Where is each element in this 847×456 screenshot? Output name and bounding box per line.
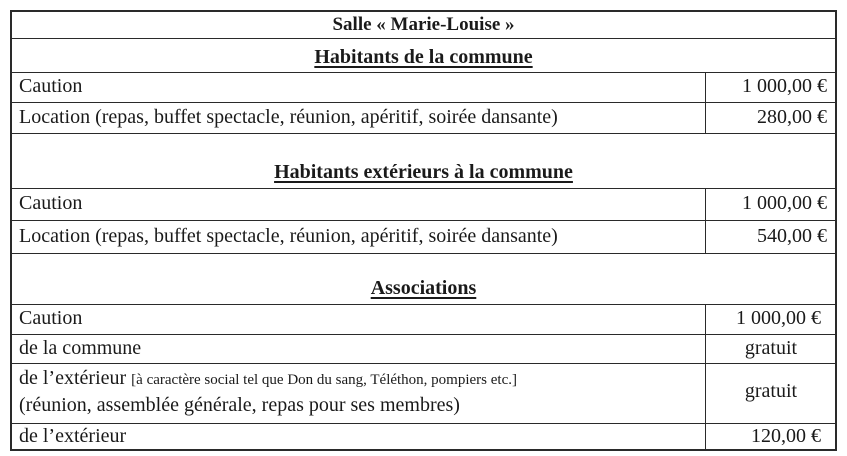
table-row [12,189,835,220]
row-label: Caution [19,307,83,329]
row-label-note: [à caractère social tel que Don du sang, Téléthon, pompiers etc.] [131,372,517,388]
table-title: Salle « Marie-Louise » [332,14,515,35]
table-row [12,335,835,363]
row-price: 280,00 € [757,106,827,128]
column-separator [705,305,706,451]
divider [12,133,835,134]
table-row [12,103,835,133]
divider [12,38,835,39]
row-label: de la commune [19,337,142,359]
row-price: gratuit [744,380,798,402]
table-row [12,364,835,423]
row-label: Caution [19,75,83,97]
section-heading-associations: Associations [370,277,477,299]
table-row [12,305,835,334]
row-label-main: de l’extérieur [19,367,127,389]
section-heading-non-residents: Habitants extérieurs à la commune [274,161,573,183]
row-price: gratuit [744,337,798,359]
row-label-line1 [19,367,517,390]
column-separator [705,73,706,133]
row-price: 540,00 € [757,225,827,247]
section-heading-residents: Habitants de la commune [314,46,533,68]
row-label: Location (repas, buffet spectacle, réunion, apéritif, soirée dansante) [19,225,558,247]
divider [12,253,835,254]
row-price: 1 000,00 € [742,192,827,214]
row-label-line2: (réunion, assemblée générale, repas pour ses membres) [19,394,460,416]
table-row [12,221,835,253]
row-label: Caution [19,192,83,214]
row-price: 120,00 € [751,425,821,447]
tariff-table [10,10,837,451]
column-separator [705,189,706,253]
row-price: 1 000,00 € [736,307,821,329]
row-label: de l’extérieur [19,425,127,447]
row-label: Location (repas, buffet spectacle, réunion, apéritif, soirée dansante) [19,106,558,128]
table-row [12,424,835,451]
row-price: 1 000,00 € [742,75,827,97]
table-row [12,73,835,102]
